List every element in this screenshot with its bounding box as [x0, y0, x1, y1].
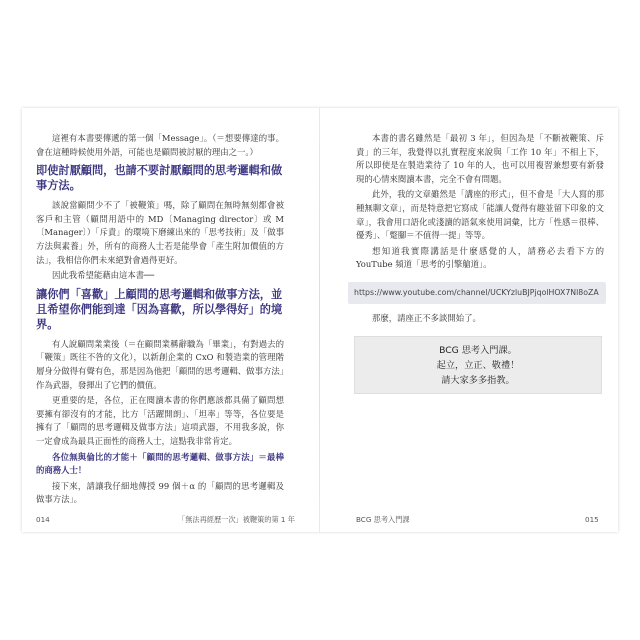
greeting-line: 請大家多多指教。: [441, 374, 515, 386]
paragraph: 這裡有本書要傳遞的第一個「Message」。（＝想要傳達的事。會在這種時候使用外語，可能也是顧問被討厭的理由之一。）: [36, 133, 284, 157]
running-title-left: 「無法再經歷一次」被鞭策的第 1 年: [178, 515, 295, 524]
section-heading: 讓你們「喜歡」上顧問的思考邏輯和做事方法，並且希望你們能到達「因為喜歡，所以學得好」的境界。: [36, 287, 283, 331]
page-number-right: 015: [585, 515, 599, 524]
highlight-formula: 各位無與倫比的才能＋「顧問的思考邏輯、做事方法」＝最棒的商務人士！: [36, 451, 284, 476]
paragraph: 那麼，請座正不多談開始了。: [372, 312, 481, 323]
paragraph: 該說當顧問少不了「被鞭策」嗎，除了顧問在無時無刻都會被客戶和主管（顧問用語中的 MD〔Managing director〕或 M〔Manager〕）「斥責」的環境下磨練出來的「思考技術」及「做事方法與素養」外，所有的商務人士若是能學會「產生附加價值的方法」，我相信你們未來絕對會過得更好。: [36, 200, 284, 265]
paragraph: 接下來，請讓我仔細地傳授 99 個＋α 的「顧問的思考邏輯及做事方法」。: [36, 480, 284, 505]
paragraph: 因此我希望能藉由這本書──: [52, 270, 155, 281]
page-number-left: 014: [36, 515, 50, 524]
running-title-right: BCG 思考入門課: [356, 515, 410, 524]
youtube-url-box[interactable]: https://www.youtube.com/channel/UCKYzluBJPjqolHOX7Nl8oZA: [348, 282, 606, 304]
paragraph: 有人說顧問業業後（＝在顧問業稱辭職為「畢業」，有對過去的「鞭策」既往不咎的文化），以新創企業的 CxO 和製造業的管理階層身分做得有聲有色，那是因為他把「顧問的思考邏輯、做事方法」作為武器，發揮出了它們的價值。: [36, 338, 284, 390]
section-heading: 即使討厭顧問，也請不要討厭顧問的思考邏輯和做事方法。: [36, 164, 283, 193]
paragraph: 本書的書名雖然是「最初 3 年」，但因為是「不斷被鞭策、斥責」的三年，我覺得以扎實程度來說與「工作 10 年」不相上下，所以即使是在製造業待了 10 年的人，也可以用複習兼想要有新發現的心情來閱讀本書，完全不會有問題。: [356, 133, 604, 184]
greeting-line: BCG 思考入門課。: [439, 344, 517, 356]
greeting-line: 起立，立正、敬禮！: [436, 359, 520, 371]
book-gutter: [319, 108, 320, 532]
paragraph: 更重要的是，各位，正在閱讀本書的你們應該都具備了顧問想要擁有卻沒有的才能，比方「活躍開朗」、「坦率」等等，各位要是擁有了「顧問的思考邏輯及做事方法」這項武器，不用我多說，你一定會成為最具正面性的商務人士，這點我非常肯定。: [36, 395, 284, 446]
greeting-box: [354, 336, 602, 394]
right-page: [356, 132, 604, 394]
paragraph: 此外，我的文章雖然是「講座的形式」，但不會是「大人寫的那種無聊文章」，而是特意把它寫成「能讓人覺得有趣並留下印象的文章」，我會用口語化或淺讀的語氣來使用詞彙，比方「性感＝很棒、優秀」、「蹩腳＝不值得一提」等等。: [356, 189, 604, 241]
left-page: [36, 132, 284, 509]
paragraph: 想知道我實際講話是什麼感覺的人，請務必去看下方的 YouTube 頻道「思考的引擎艙道」。: [356, 245, 604, 270]
